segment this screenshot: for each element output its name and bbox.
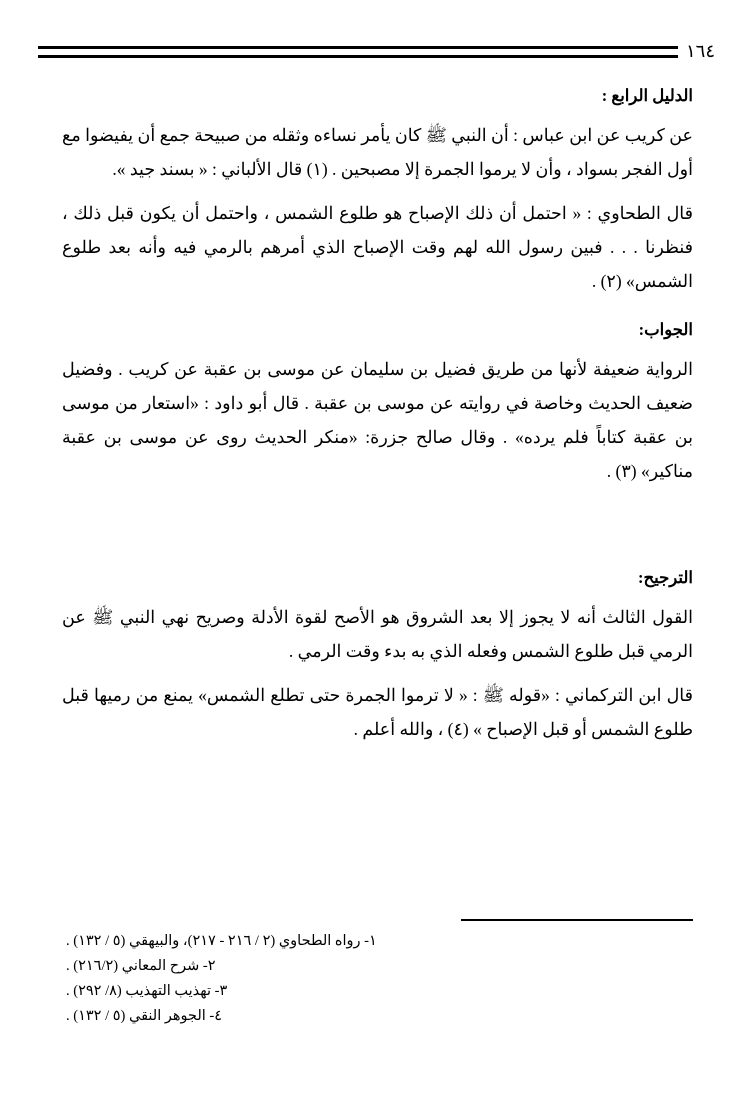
page-number: ١٦٤ xyxy=(678,38,717,64)
footnote-2: ٢- شرح المعاني (٢١٦/٢) . xyxy=(66,958,216,974)
header-rule-top xyxy=(38,46,717,49)
header-rule-bottom xyxy=(38,55,717,58)
section-spacer xyxy=(62,498,693,546)
paragraph-preference-1: القول الثالث أنه لا يجوز إلا بعد الشروق هو الأصح لقوة الأدلة وصريح نهي النبي ﷺ عن الرمي قبل طلوع الشمس وفعله الذي به بدء وقت الرمي . xyxy=(62,607,693,661)
footnote-1: ١- رواه الطحاوي (٢ / ٢١٦ - ٢١٧)، والبيهقي (٥ / ١٣٢) . xyxy=(66,933,377,949)
paragraph-evidence-four-2: قال الطحاوي : « احتمل أن ذلك الإصباح هو طلوع الشمس ، واحتمل أن يكون قبل ذلك ، فنظرنا . . . فبين رسول الله لهم وقت الإصباح الذي أمرهم بالرمي فيه وأنه بعد طلوع الشمس» (٢) . xyxy=(62,203,693,291)
footnote-3: ٣- تهذيب التهذيب (٨/ ٢٩٢) . xyxy=(66,983,228,999)
footnote-separator xyxy=(461,919,693,921)
page-body xyxy=(62,86,693,756)
paragraph-answer-1: الرواية ضعيفة لأنها من طريق فضيل بن سليمان عن موسى بن عقبة عن كريب . وفضيل ضعيف الحديث وخاصة في روايته عن موسى بن عقبة . قال أبو داود : «استعار من موسى بن عقبة كتاباً فلم يرده» . وقال صالح جزرة: «منكر الحديث روى عن موسى بن عقبة مناكير» (٣) . xyxy=(62,359,693,481)
section-title-preference: الترجيح: xyxy=(637,568,693,587)
section-title-answer: الجواب: xyxy=(638,320,693,339)
footnote-4: ٤- الجوهر النقي (٥ / ١٣٢) . xyxy=(66,1008,223,1024)
paragraph-evidence-four-1: عن كريب عن ابن عباس : أن النبي ﷺ كان يأمر نساءه وثقله من صبيحة جمع أن يفيضوا مع أول الفجر بسواد ، وأن لا يرموا الجمرة إلا مصبحين . (١) قال الألباني : « بسند جيد ». xyxy=(62,125,693,179)
page-header xyxy=(38,42,717,68)
section-title-evidence-four: الدليل الرابع : xyxy=(601,86,693,105)
footnotes-area xyxy=(62,919,693,1029)
paragraph-preference-2: قال ابن التركماني : «قوله ﷺ : « لا ترموا الجمرة حتى تطلع الشمس» يمنع من رميها قبل طلوع الشمس أو قبل الإصباح » (٤) ، والله أعلم . xyxy=(62,685,693,739)
